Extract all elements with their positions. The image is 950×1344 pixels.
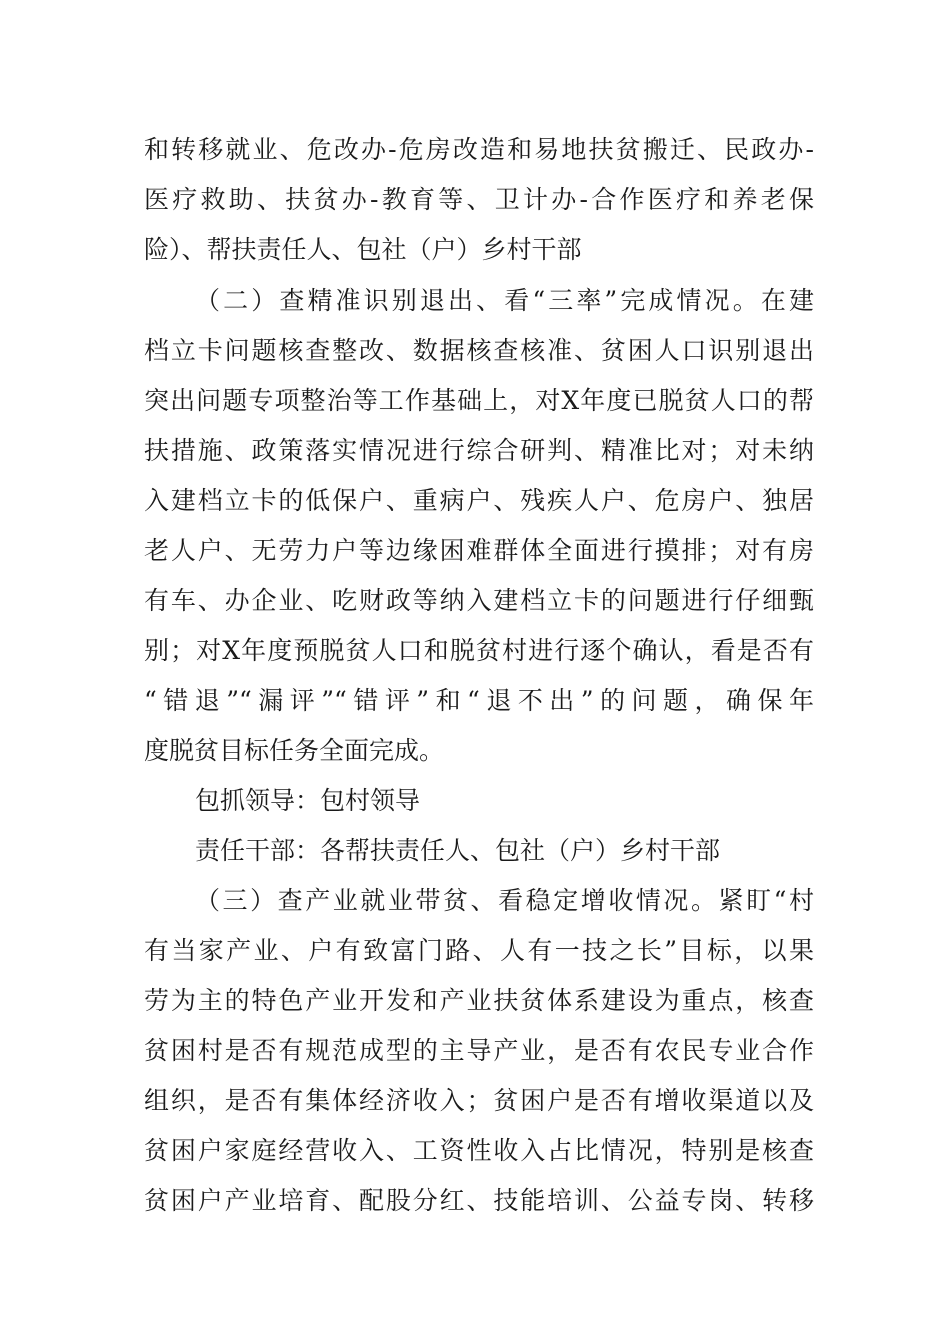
text-line: 劳为主的特色产业开发和产业扶贫体系建设为重点，核查 bbox=[144, 986, 814, 1015]
responsible-cadre-line: 责任干部：各帮扶责任人、包社（户）乡村干部 bbox=[195, 836, 721, 865]
section-heading-line: （三）查产业就业带贫、看稳定增收情况。紧盯“村 bbox=[195, 886, 814, 915]
text-line: 贫困户家庭经营收入、工资性收入占比情况，特别是核查 bbox=[144, 1136, 814, 1165]
text-line: 别；对X年度预脱贫人口和脱贫村进行逐个确认，看是否有 bbox=[144, 636, 814, 665]
text-line: 和转移就业、危改办-危房改造和易地扶贫搬迁、民政办- bbox=[144, 135, 814, 164]
text-line: “错退”“漏评”“错评”和“退不出”的问题，确保年 bbox=[144, 686, 814, 715]
text-line: 老人户、无劳力户等边缘困难群体全面进行摸排；对有房 bbox=[144, 536, 814, 565]
text-line: 有车、办企业、吃财政等纳入建档立卡的问题进行仔细甄 bbox=[144, 586, 814, 615]
text-line: 险）、帮扶责任人、包社（户）乡村干部 bbox=[144, 235, 582, 264]
text-line: 有当家产业、户有致富门路、人有一技之长”目标，以果 bbox=[144, 936, 814, 965]
text-line: 组织，是否有集体经济收入；贫困户是否有增收渠道以及 bbox=[144, 1086, 814, 1115]
text-line: 档立卡问题核查整改、数据核查核准、贫困人口识别退出 bbox=[144, 336, 814, 365]
text-line: 医疗救助、扶贫办-教育等、卫计办-合作医疗和养老保 bbox=[144, 185, 814, 214]
lead-leader-line: 包抓领导：包村领导 bbox=[195, 786, 421, 815]
text-line: 贫困户产业培育、配股分红、技能培训、公益专岗、转移 bbox=[144, 1186, 814, 1215]
text-line: 入建档立卡的低保户、重病户、残疾人户、危房户、独居 bbox=[144, 486, 814, 515]
text-line: 度脱贫目标任务全面完成。 bbox=[144, 736, 445, 765]
text-line: 贫困村是否有规范成型的主导产业，是否有农民专业合作 bbox=[144, 1036, 814, 1065]
text-line: 突出问题专项整治等工作基础上，对X年度已脱贫人口的帮 bbox=[144, 386, 814, 415]
text-line: 扶措施、政策落实情况进行综合研判、精准比对；对未纳 bbox=[144, 436, 814, 465]
section-heading-line: （二）查精准识别退出、看“三率”完成情况。在建 bbox=[195, 286, 814, 315]
